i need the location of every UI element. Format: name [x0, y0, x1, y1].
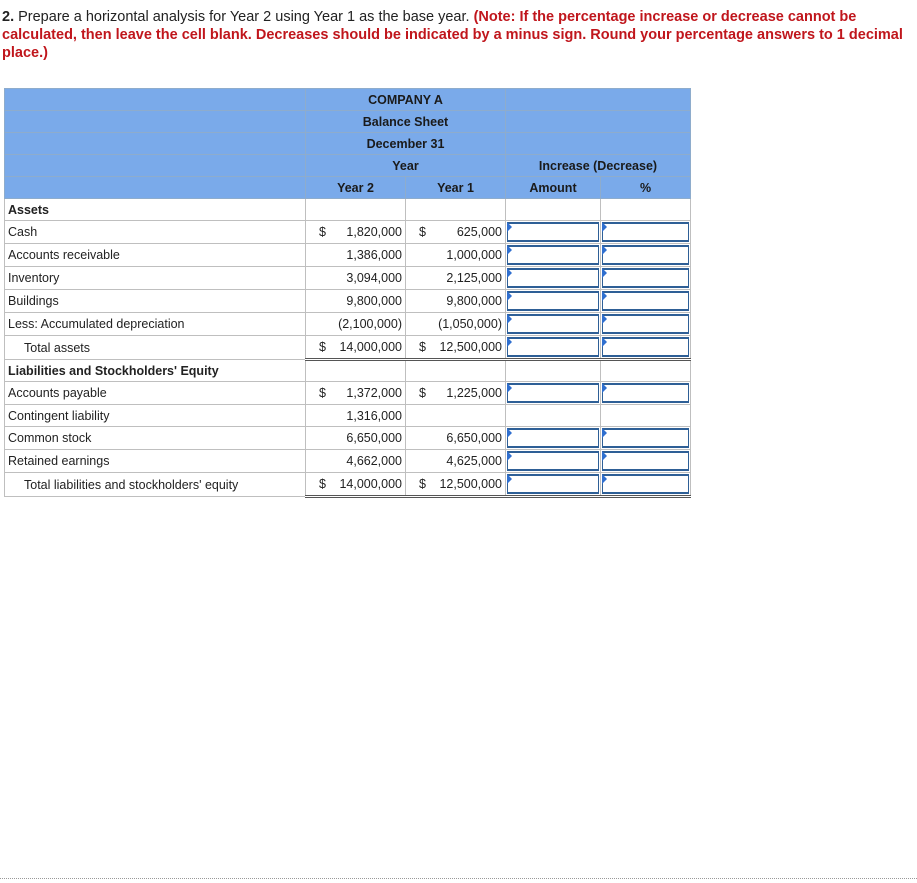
acc-amount-input[interactable]: [507, 314, 599, 334]
cash-amount-input[interactable]: [507, 222, 599, 242]
question-note: (Note: If the percentage increase or decrease cannot be calculated, then leave the cell blank. Decreases should be indicated by a minus sign. Round your percentage answers to 1 decimal place.): [2, 9, 903, 61]
ap-year2: $ 1,372,000: [306, 382, 406, 405]
re-year1: 4,625,000: [406, 450, 506, 473]
input-flag-icon: [507, 222, 512, 232]
cs-year2: 6,650,000: [306, 427, 406, 450]
statement-title: Balance Sheet: [306, 111, 506, 133]
input-flag-icon: [602, 245, 607, 255]
input-flag-icon: [602, 268, 607, 278]
acc-percent-input[interactable]: [602, 314, 689, 334]
dollar-sign: $: [319, 477, 326, 491]
col-pct-header: %: [601, 177, 691, 199]
section-assets: Assets: [5, 199, 306, 221]
inv-year2: 3,094,000: [306, 267, 406, 290]
tl-year2: $ 14,000,000: [306, 473, 406, 497]
re-year2: 4,662,000: [306, 450, 406, 473]
input-flag-icon: [602, 291, 607, 301]
ta-amount-input[interactable]: [507, 337, 599, 357]
ar-year1: 1,000,000: [406, 244, 506, 267]
dollar-sign: $: [319, 340, 326, 354]
cs-percent-input[interactable]: [602, 428, 689, 448]
input-flag-icon: [507, 451, 512, 461]
row-label-accounts-receivable: Accounts receivable: [5, 244, 306, 267]
row-label-contingent-liability: Contingent liability: [5, 405, 306, 427]
input-flag-icon: [507, 428, 512, 438]
row-label-total-liabilities-equity: Total liabilities and stockholders' equity: [5, 473, 306, 497]
question-number: 2.: [2, 9, 15, 25]
input-flag-icon: [507, 314, 512, 324]
row-label-accounts-payable: Accounts payable: [5, 382, 306, 405]
cs-year1: 6,650,000: [406, 427, 506, 450]
input-flag-icon: [602, 314, 607, 324]
cash-percent-input[interactable]: [602, 222, 689, 242]
statement-date: December 31: [306, 133, 506, 155]
input-flag-icon: [507, 383, 512, 393]
row-label-common-stock: Common stock: [5, 427, 306, 450]
input-flag-icon: [507, 268, 512, 278]
input-flag-icon: [602, 337, 607, 347]
input-flag-icon: [602, 474, 607, 484]
input-flag-icon: [602, 451, 607, 461]
ta-year1: $ 12,500,000: [406, 336, 506, 360]
col-year1-header: Year 1: [406, 177, 506, 199]
col-amount-header: Amount: [506, 177, 601, 199]
ap-percent-input[interactable]: [602, 383, 689, 403]
inv-year1: 2,125,000: [406, 267, 506, 290]
tl-amount-input[interactable]: [507, 474, 599, 494]
acc-year2: (2,100,000): [306, 313, 406, 336]
inv-percent-input[interactable]: [602, 268, 689, 288]
cl-year2: 1,316,000: [306, 405, 406, 427]
input-flag-icon: [602, 383, 607, 393]
change-group-header: Increase (Decrease): [506, 155, 691, 177]
cl-year1: [406, 405, 506, 427]
dollar-sign: $: [319, 225, 326, 239]
row-label-accum-depreciation: Less: Accumulated depreciation: [5, 313, 306, 336]
dollar-sign: $: [419, 386, 426, 400]
ar-percent-input[interactable]: [602, 245, 689, 265]
dollar-sign: $: [419, 477, 426, 491]
col-year2-header: Year 2: [306, 177, 406, 199]
section-liabilities-equity: Liabilities and Stockholders' Equity: [5, 360, 306, 382]
ar-amount-input[interactable]: [507, 245, 599, 265]
cs-amount-input[interactable]: [507, 428, 599, 448]
input-flag-icon: [602, 222, 607, 232]
row-label-total-assets: Total assets: [5, 336, 306, 360]
bld-amount-input[interactable]: [507, 291, 599, 311]
input-flag-icon: [507, 337, 512, 347]
ta-year2: $ 14,000,000: [306, 336, 406, 360]
acc-year1: (1,050,000): [406, 313, 506, 336]
ap-amount-input[interactable]: [507, 383, 599, 403]
question-text: Prepare a horizontal analysis for Year 2 using Year 1 as the base year.: [14, 9, 474, 25]
re-percent-input[interactable]: [602, 451, 689, 471]
cash-year1: $ 625,000: [406, 221, 506, 244]
balance-sheet-table: [4, 88, 691, 498]
bld-percent-input[interactable]: [602, 291, 689, 311]
cash-year2: $ 1,820,000: [306, 221, 406, 244]
tl-percent-input[interactable]: [602, 474, 689, 494]
instructions: [2, 8, 912, 62]
inv-amount-input[interactable]: [507, 268, 599, 288]
ta-percent-input[interactable]: [602, 337, 689, 357]
row-label-buildings: Buildings: [5, 290, 306, 313]
year-group-header: Year: [306, 155, 506, 177]
row-label-cash: Cash: [5, 221, 306, 244]
re-amount-input[interactable]: [507, 451, 599, 471]
ap-year1: $ 1,225,000: [406, 382, 506, 405]
tl-year1: $ 12,500,000: [406, 473, 506, 497]
dollar-sign: $: [319, 386, 326, 400]
dollar-sign: $: [419, 225, 426, 239]
row-label-inventory: Inventory: [5, 267, 306, 290]
dollar-sign: $: [419, 340, 426, 354]
bld-year1: 9,800,000: [406, 290, 506, 313]
row-label-retained-earnings: Retained earnings: [5, 450, 306, 473]
input-flag-icon: [507, 474, 512, 484]
bld-year2: 9,800,000: [306, 290, 406, 313]
company-name: COMPANY A: [306, 89, 506, 111]
input-flag-icon: [507, 245, 512, 255]
input-flag-icon: [602, 428, 607, 438]
ar-year2: 1,386,000: [306, 244, 406, 267]
footer-divider: [0, 878, 917, 879]
input-flag-icon: [507, 291, 512, 301]
